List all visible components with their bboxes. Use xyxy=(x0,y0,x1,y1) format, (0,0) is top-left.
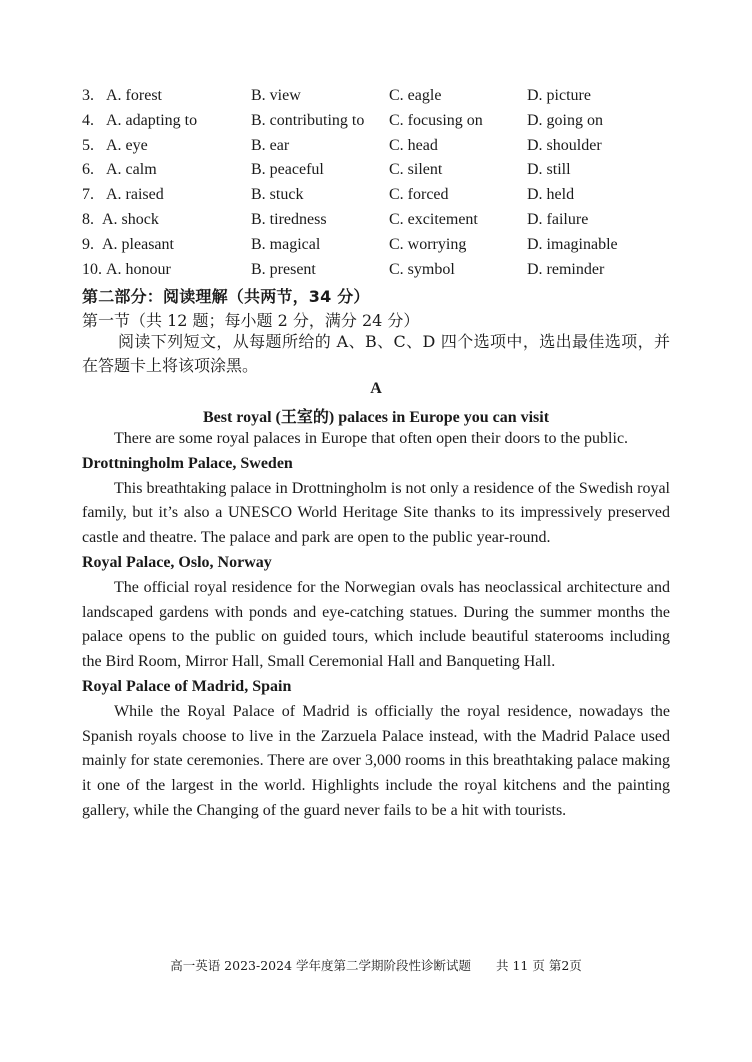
option-row xyxy=(82,258,682,283)
option-a: 9. A. pleasant xyxy=(82,235,174,253)
option-a: 4. A. adapting to xyxy=(82,111,198,129)
option-a: 8. A. shock xyxy=(82,210,159,228)
passage-title: Best royal (王室的) palaces in Europe you can visit xyxy=(202,409,550,426)
passage-letter: A xyxy=(370,380,382,397)
section-heading: Drottningholm Palace, Sweden xyxy=(82,454,293,472)
option-d: D. held xyxy=(527,186,575,204)
section-text: While the Royal Palace of Madrid is officially the royal residence, nowadays the Spanish royals choose to live in the Zarzuela Palace instead, with the Madrid Palace used mainly for state ceremonies. There are over 3,000 rooms in this breathtaking palace making it one of the largest in the world. Highlights include the royal kitchens and the painting gallery, while the Changing of the guard never fails to be a hit with tourists. xyxy=(82,702,670,819)
option-d: D. failure xyxy=(527,210,589,228)
option-b: B. view xyxy=(251,87,301,104)
option-a: 6. A. calm xyxy=(82,161,157,179)
option-b: B. ear xyxy=(251,136,290,154)
option-row xyxy=(82,134,682,159)
option-d: D. reminder xyxy=(527,260,605,278)
option-c: C. forced xyxy=(389,186,449,204)
option-a: 10. A. honour xyxy=(82,260,171,278)
option-c: C. excitement xyxy=(389,210,478,228)
option-row xyxy=(82,158,682,183)
option-b: B. present xyxy=(251,260,316,278)
option-b: B. contributing to xyxy=(251,111,365,129)
option-d: D. still xyxy=(527,161,571,179)
option-c: C. worrying xyxy=(389,235,467,253)
option-row xyxy=(82,233,682,258)
subsection-title: 第一节（共 12 题；每小题 2 分，满分 24 分） xyxy=(82,311,420,330)
option-b: B. tiredness xyxy=(251,210,327,228)
option-b: B. peaceful xyxy=(251,161,324,179)
option-d: D. shoulder xyxy=(527,136,602,154)
answer-options xyxy=(82,84,682,282)
option-row xyxy=(82,183,682,208)
section-title: 第二部分：阅读理解（共两节，34 分） xyxy=(82,287,370,306)
passage-body xyxy=(82,427,670,824)
option-c: C. eagle xyxy=(389,87,442,104)
option-c: C. head xyxy=(389,136,438,154)
option-row xyxy=(82,208,682,233)
page-footer: 高一英语 2023-2024 学年度第二学期阶段性诊断试题 共 11 页 第2页 xyxy=(170,958,582,973)
instructions: 阅读下列短文，从每题所给的 A、B、C、D 四个选项中，选出最佳选项，并在答题卡上将该项涂黑。 xyxy=(82,332,670,375)
option-d: D. imaginable xyxy=(527,235,618,253)
option-a: 3. A. forest xyxy=(82,87,162,104)
option-a: 5. A. eye xyxy=(82,136,148,154)
section-text: The official royal residence for the Norwegian ovals has neoclassical architecture and landscaped gardens with ponds and eye-catching statues. During the summer months the palace opens to the public on guided tours, which include beautiful staterooms including the Bird Room, Mirror Hall, Small Ceremonial Hall and Banqueting Hall. xyxy=(82,578,670,671)
option-c: C. focusing on xyxy=(389,111,483,129)
option-row xyxy=(82,109,682,134)
section-text: This breathtaking palace in Drottningholm is not only a residence of the Swedish royal family, but it’s also a UNESCO World Heritage Site thanks to its impressively preserved castle and theatre. The palace and park are open to the public year-round. xyxy=(82,479,670,547)
section-heading: Royal Palace of Madrid, Spain xyxy=(82,677,292,695)
option-c: C. silent xyxy=(389,161,443,179)
option-c: C. symbol xyxy=(389,260,455,278)
section-heading: Royal Palace, Oslo, Norway xyxy=(82,553,272,571)
option-a: 7. A. raised xyxy=(82,186,164,204)
option-d: D. going on xyxy=(527,111,603,129)
option-row xyxy=(82,84,682,109)
option-d: D. picture xyxy=(527,87,591,104)
passage-intro: There are some royal palaces in Europe that often open their doors to the public. xyxy=(114,430,629,447)
option-b: B. magical xyxy=(251,235,321,253)
option-b: B. stuck xyxy=(251,186,304,204)
